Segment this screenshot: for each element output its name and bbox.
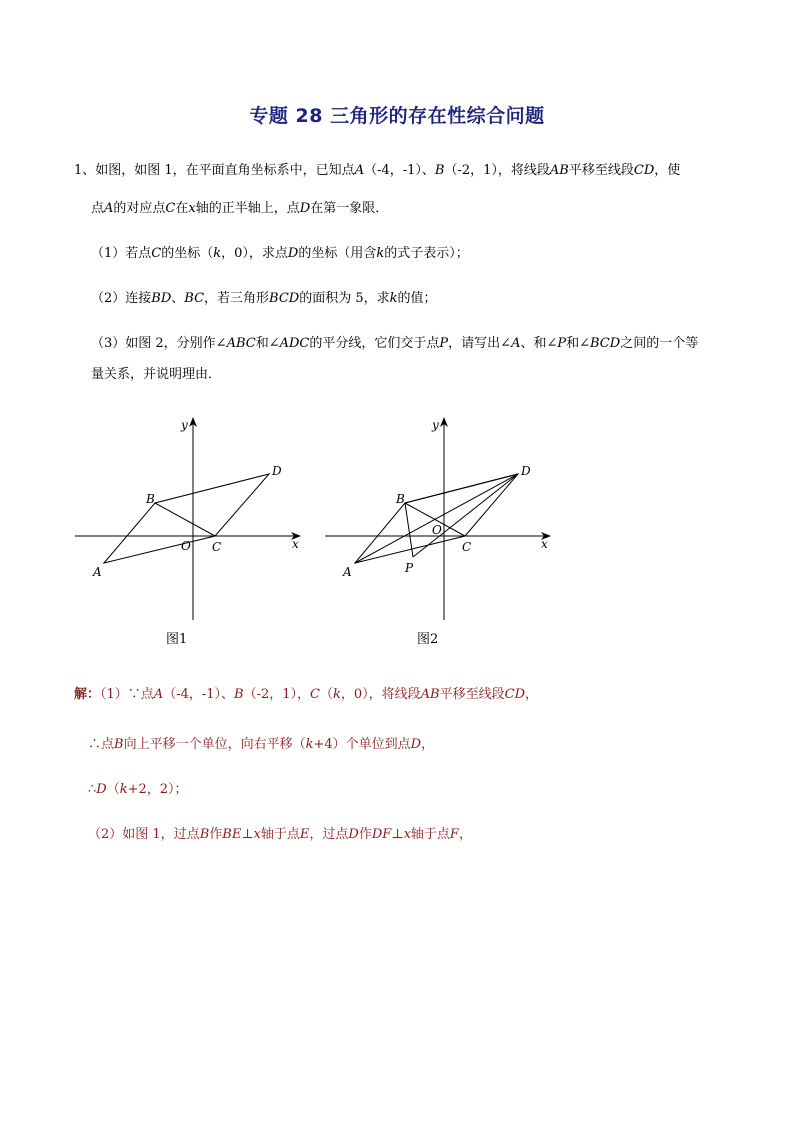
- segment-bp: [405, 503, 413, 557]
- text: ，: [525, 687, 539, 702]
- math-var: ADC: [279, 336, 310, 351]
- text: 的式子表示）；: [384, 246, 469, 261]
- text: （-4，-1）、: [163, 687, 235, 702]
- problem-line-1: [74, 163, 680, 179]
- text: ，: [421, 737, 435, 752]
- text: 轴的正半轴上，点: [195, 201, 300, 216]
- label-b: B: [146, 492, 155, 506]
- text: （-2，1），将线段: [444, 163, 550, 178]
- math-var: P: [557, 336, 567, 351]
- label-x: x: [541, 537, 548, 551]
- figure-1: [75, 418, 300, 647]
- math-var: BE: [222, 827, 242, 842]
- math-var: B: [234, 687, 244, 702]
- text: ，使: [654, 163, 681, 178]
- label-d: D: [521, 464, 531, 478]
- text: ⊥: [241, 827, 254, 842]
- segment-bc: [155, 503, 215, 536]
- math-var: k: [389, 291, 398, 306]
- math-var: B: [434, 163, 445, 178]
- math-var: k: [213, 246, 222, 261]
- segment-bd: [405, 474, 518, 503]
- text: （2）连接: [91, 291, 152, 306]
- math-var: A: [354, 163, 365, 178]
- question-3-line-2: [91, 367, 221, 383]
- math-var: B: [199, 827, 210, 842]
- label-a: A: [93, 565, 102, 579]
- figure-1-caption: 图1: [166, 632, 188, 647]
- question-2: [91, 291, 437, 307]
- text: 在第一象限．: [310, 201, 389, 216]
- math-var: AB: [420, 687, 440, 702]
- math-var: k: [332, 687, 341, 702]
- text: （-4，-1）、: [364, 163, 435, 178]
- text: 、和∠: [520, 336, 558, 351]
- text: 的面积为 5，求: [299, 291, 390, 306]
- text: ，若三角形: [204, 291, 270, 306]
- math-var: x: [253, 827, 261, 842]
- problem-line-2: [91, 201, 388, 217]
- math-var: A: [153, 687, 164, 702]
- text: 量关系，并说明理由．: [91, 367, 222, 382]
- label-y: y: [432, 418, 439, 432]
- math-var: D: [348, 827, 359, 842]
- math-var: E: [299, 827, 310, 842]
- text: 的坐标（用含: [298, 246, 377, 261]
- text: 点: [91, 201, 105, 216]
- text: （1）∵点: [100, 687, 154, 702]
- text: 的平分线，它们交于点: [309, 336, 440, 351]
- math-var: x: [188, 201, 196, 216]
- question-1: [91, 246, 469, 262]
- text: （2）如图 1，过点: [88, 827, 200, 842]
- text: （1）若点: [91, 246, 152, 261]
- text: 轴于点: [410, 827, 450, 842]
- text: 1、如图，如图 1，在平面直角坐标系中，已知点: [74, 163, 355, 178]
- question-3-line-1: [91, 336, 698, 352]
- text: ∴点: [88, 737, 115, 752]
- figure-2-caption: 图2: [417, 632, 439, 647]
- label-b: B: [396, 492, 405, 506]
- math-var: ABC: [226, 336, 256, 351]
- label-a: A: [343, 565, 352, 579]
- figures: [0, 400, 794, 660]
- text: 轴于点: [260, 827, 300, 842]
- math-var: CD: [633, 163, 655, 178]
- math-var: BCD: [590, 336, 621, 351]
- text: 和∠: [255, 336, 280, 351]
- text: 的对应点: [113, 201, 166, 216]
- label-o: O: [181, 539, 191, 553]
- segment-ad: [355, 474, 518, 563]
- text: +2，2）；: [127, 782, 188, 797]
- page-title: 专题 28 三角形的存在性综合问题: [249, 105, 545, 127]
- text: 作: [358, 827, 372, 842]
- math-var: F: [449, 827, 459, 842]
- solution-line-3: [88, 782, 188, 798]
- label-y: y: [181, 418, 188, 432]
- text: 平移至线段: [439, 687, 505, 702]
- text: ，0），求点: [221, 246, 288, 261]
- label-c: C: [462, 540, 472, 554]
- math-var: AB: [549, 163, 569, 178]
- text: 平移至线段: [568, 163, 634, 178]
- math-var: x: [403, 827, 411, 842]
- label-d: D: [272, 464, 282, 478]
- math-var: BC: [184, 291, 205, 306]
- text: 作: [209, 827, 223, 842]
- math-var: A: [104, 201, 114, 216]
- math-var: BD: [151, 291, 172, 306]
- math-var: C: [151, 246, 162, 261]
- math-var: k: [376, 246, 385, 261]
- label-o: O: [432, 523, 442, 537]
- figure-2: [325, 418, 550, 647]
- text: （-2，1），: [243, 687, 311, 702]
- solution-label: 解：: [74, 687, 101, 702]
- math-var: k: [119, 782, 128, 797]
- text: ，0），将线段: [340, 687, 421, 702]
- text: （: [106, 782, 120, 797]
- text: ，: [458, 827, 472, 842]
- text: 的值；: [397, 291, 437, 306]
- text: ，过点: [309, 827, 349, 842]
- text: （3）如图 2，分别作∠: [91, 336, 227, 351]
- math-var: BCD: [269, 291, 300, 306]
- text: 在: [175, 201, 189, 216]
- solution-line-1: [74, 687, 538, 703]
- text: +4）个单位到点: [313, 737, 411, 752]
- text: 之间的一个等: [620, 336, 699, 351]
- math-var: DF: [371, 827, 392, 842]
- math-var: C: [310, 687, 320, 702]
- math-var: D: [96, 782, 107, 797]
- math-var: D: [287, 246, 299, 261]
- math-var: CD: [504, 687, 525, 702]
- solution-line-4: [88, 827, 472, 843]
- text: 向上平移一个单位，向右平移（: [123, 737, 306, 752]
- text: ，请写出∠: [448, 336, 512, 351]
- math-var: k: [305, 737, 314, 752]
- math-var: D: [410, 737, 422, 752]
- text: ∴: [88, 782, 97, 797]
- text: （: [319, 687, 333, 702]
- text: 、: [171, 291, 185, 306]
- label-c: C: [212, 540, 222, 554]
- math-var: D: [299, 201, 311, 216]
- text: 的坐标（: [161, 246, 214, 261]
- math-var: B: [114, 737, 124, 752]
- math-var: C: [165, 201, 176, 216]
- label-x: x: [292, 537, 299, 551]
- math-var: P: [439, 336, 449, 351]
- text: ⊥: [391, 827, 404, 842]
- math-var: A: [511, 336, 521, 351]
- label-p: P: [405, 561, 414, 575]
- text: 和∠: [566, 336, 591, 351]
- solution-line-2: [88, 737, 434, 753]
